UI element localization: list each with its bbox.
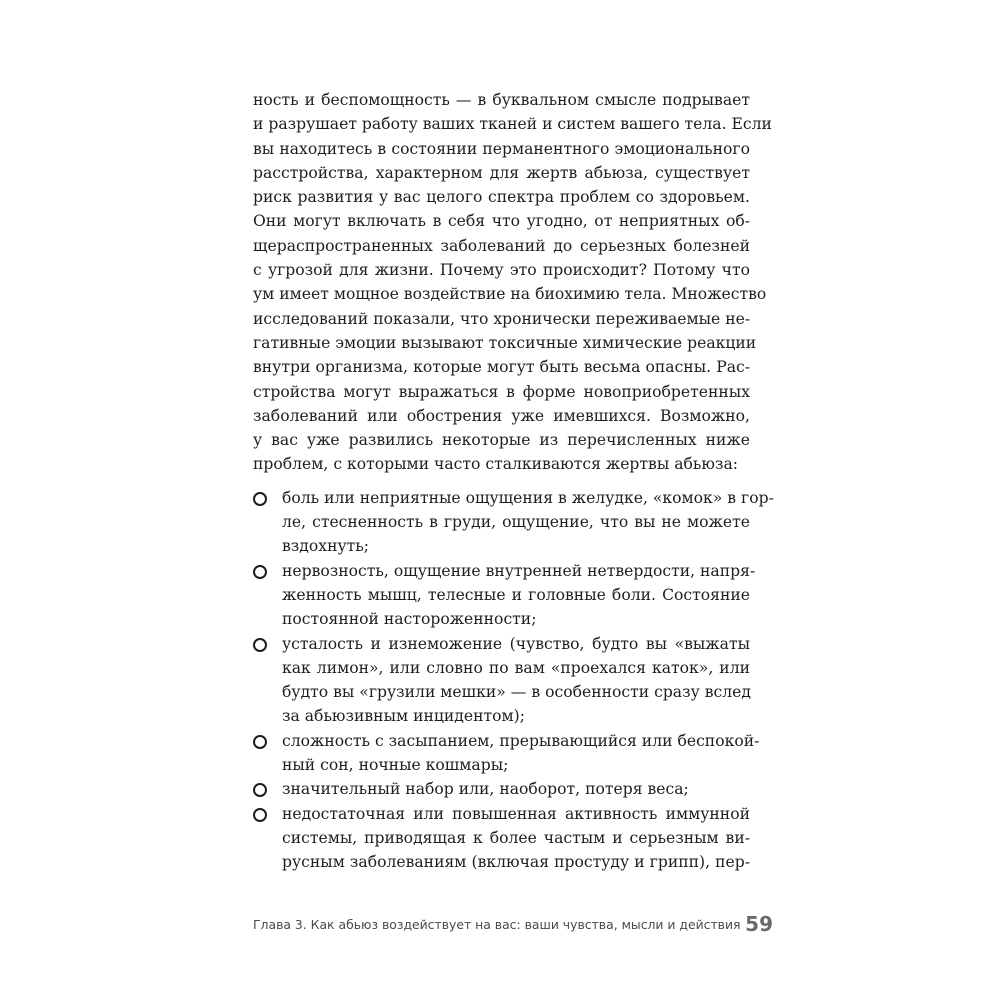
paragraph-line: риск развития у вас целого спектра проблем со здоровьем.: [253, 188, 750, 207]
list-item: [253, 632, 750, 729]
list-item: [253, 559, 756, 632]
paragraph-line: заболеваний или обострения уже имевшихся. Возможно,: [253, 406, 750, 425]
symptom-list: [253, 486, 774, 875]
paragraph-line: Они могут включать в себя что угодно, от неприятных об-: [253, 212, 750, 231]
list-item-line: за абьюзивным инцидентом);: [282, 707, 525, 726]
paragraph-line: стройства могут выражаться в форме новоприобретенных: [253, 382, 750, 401]
list-item-line: усталость и изнеможение (чувство, будто вы «выжаты: [282, 634, 750, 653]
list-item-line: ный сон, ночные кошмары;: [282, 756, 509, 775]
paragraph-line: ум имеет мощное воздействие на биохимию тела. Множество: [253, 285, 767, 304]
hollow-circle-bullet-icon: [253, 565, 267, 579]
paragraph-line: щераспространенных заболеваний до серьезных болезней: [253, 236, 750, 255]
body-paragraph: [253, 88, 772, 477]
page-body: [253, 88, 774, 875]
paragraph-line: и разрушает работу ваших тканей и систем вашего тела. Если: [253, 115, 772, 134]
paragraph-line: исследований показали, что хронически переживаемые не-: [253, 309, 751, 328]
list-item-line: нервозность, ощущение внутренней нетвердости, напря-: [282, 561, 756, 580]
list-item-line: русным заболеваниям (включая простуду и грипп), пер-: [282, 853, 750, 872]
list-item-line: женность мышц, телесные и головные боли. Состояние: [282, 585, 750, 604]
paragraph-line: расстройства, характерном для жертв абьюза, существует: [253, 163, 750, 182]
list-item-line: значительный набор или, наоборот, потеря веса;: [282, 780, 689, 799]
list-item: [253, 802, 750, 875]
paragraph-line: проблем, с которыми часто сталкиваются жертвы абьюза:: [253, 455, 738, 474]
list-item-line: боль или неприятные ощущения в желудке, «комок» в гор-: [282, 488, 774, 507]
paragraph-line: у вас уже развились некоторые из перечисленных ниже: [253, 431, 750, 450]
paragraph-line: гативные эмоции вызывают токсичные химические реакции: [253, 333, 757, 352]
list-item-line: вздохнуть;: [282, 537, 370, 556]
list-item: [253, 486, 774, 559]
paragraph-line: ность и беспомощность — в буквальном смысле подрывает: [253, 91, 750, 109]
list-item-line: ле, стесненность в груди, ощущение, что вы не можете: [282, 513, 750, 532]
hollow-circle-bullet-icon: [253, 735, 267, 749]
list-item: [253, 729, 760, 778]
running-head: Глава 3. Как абьюз воздействует на вас: ваши чувства, мысли и действия: [253, 917, 741, 932]
hollow-circle-bullet-icon: [253, 783, 267, 797]
page-number: 59: [745, 912, 773, 936]
list-item-line: системы, приводящая к более частым и серьезным ви-: [282, 828, 750, 847]
paragraph-line: вы находитесь в состоянии перманентного эмоционального: [253, 139, 750, 158]
hollow-circle-bullet-icon: [253, 492, 267, 506]
paragraph-line: с угрозой для жизни. Почему это происходит? Потому что: [253, 261, 750, 280]
list-item-line: как лимон», или словно по вам «проехался каток», или: [282, 658, 750, 677]
list-item-line: сложность с засыпанием, прерывающийся или беспокой-: [282, 731, 760, 750]
page-footer: [253, 912, 773, 940]
list-item-line: недостаточная или повышенная активность иммунной: [282, 804, 750, 823]
paragraph-line: внутри организма, которые могут быть весьма опасны. Рас-: [253, 358, 750, 377]
list-item-line: будто вы «грузили мешки» — в особенности сразу вслед: [282, 683, 751, 702]
hollow-circle-bullet-icon: [253, 638, 267, 652]
list-item: [253, 777, 750, 801]
hollow-circle-bullet-icon: [253, 808, 267, 822]
list-item-line: постоянной настороженности;: [282, 610, 537, 629]
